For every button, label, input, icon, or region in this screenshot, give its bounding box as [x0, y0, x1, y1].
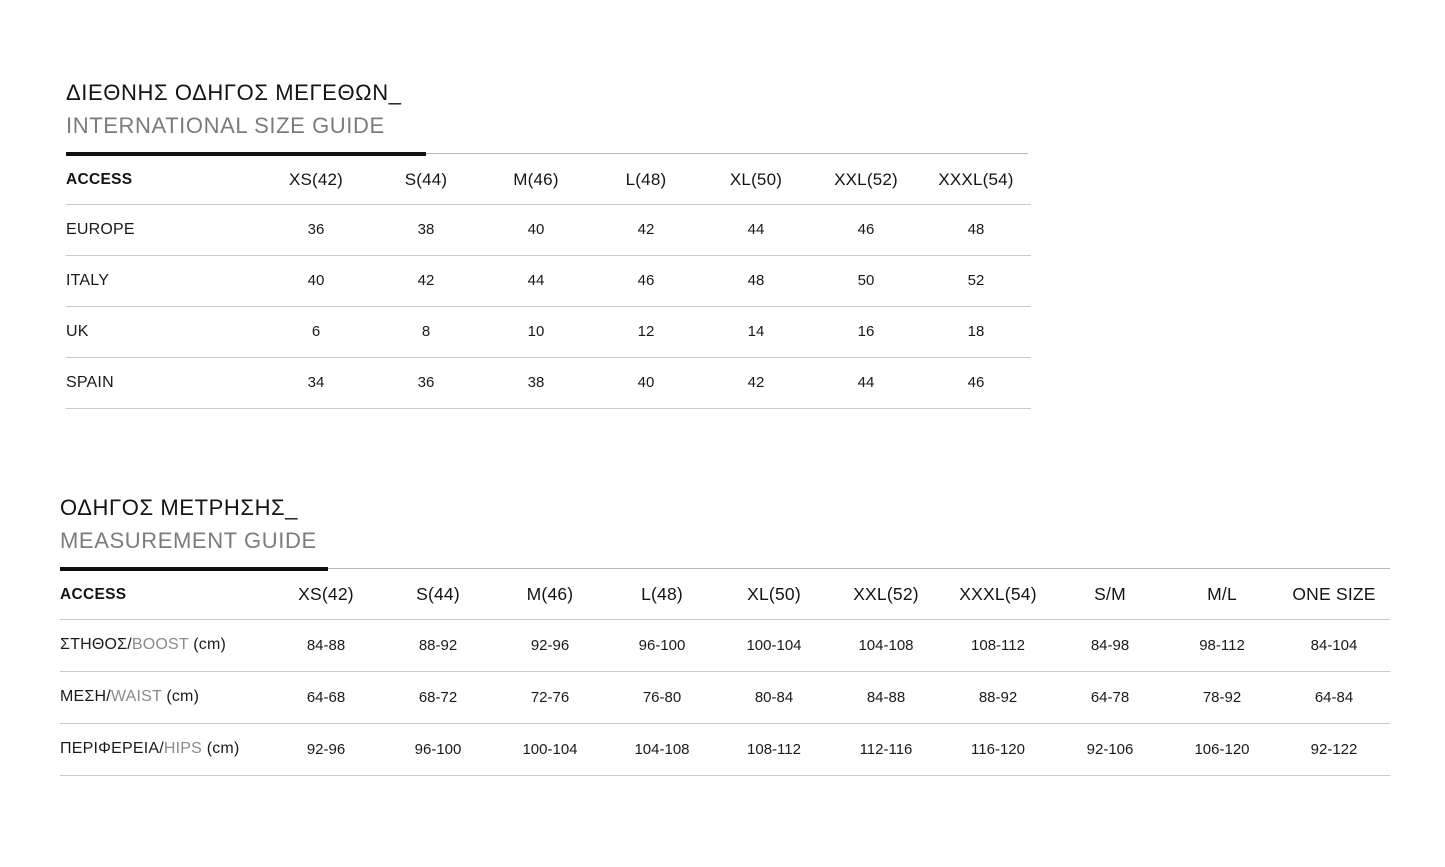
- cell-hips-xl: 108-112: [718, 723, 830, 775]
- column-header-xs: XS(42): [288, 169, 344, 189]
- cell-europe-s: 38: [371, 204, 481, 255]
- measurement-guide-section: [60, 495, 1390, 776]
- column-header-sm: S/M: [1094, 584, 1126, 605]
- measurement-table: [60, 571, 1390, 776]
- row-label-hips-english: HIPS: [163, 740, 203, 758]
- column-header-xxxl: XXXL(54): [938, 169, 1014, 189]
- column-header-ml: M/L: [1207, 584, 1237, 605]
- cell-bust-xl: 100-104: [718, 619, 830, 671]
- cell-hips-ml: 106-120: [1166, 723, 1278, 775]
- row-label-bust-unit: (cm): [188, 636, 227, 654]
- cell-hips-s: 96-100: [382, 723, 494, 775]
- cell-spain-xxl: 44: [811, 357, 921, 408]
- column-header-s: S(44): [416, 584, 460, 605]
- measurement-title-greek: ΟΔΗΓΟΣ ΜΕΤΡΗΣΗΣ_: [60, 495, 299, 520]
- row-label-hips: [60, 723, 270, 775]
- cell-italy-xl: 48: [701, 255, 811, 306]
- column-header-xxl: XXL(52): [834, 169, 898, 189]
- column-header-access: ACCESS: [60, 585, 127, 603]
- column-header-l: L(48): [625, 169, 667, 189]
- cell-europe-xs: 36: [261, 204, 371, 255]
- cell-waist-one-size: 64-84: [1278, 671, 1390, 723]
- international-size-table: [66, 156, 1031, 409]
- row-label-hips-greek: ΠΕΡΙΦΕΡΕΙΑ/: [60, 740, 164, 758]
- table-row: [66, 204, 1031, 255]
- cell-europe-xxxl: 48: [921, 204, 1031, 255]
- row-label-bust-greek: ΣΤΗΘΟΣ/: [60, 636, 132, 654]
- row-label-hips-unit: (cm): [202, 740, 240, 758]
- row-label-uk: UK: [66, 306, 261, 357]
- row-label-europe: EUROPE: [66, 204, 261, 255]
- table-row: [66, 255, 1031, 306]
- section-title-english: INTERNATIONAL SIZE GUIDE: [66, 113, 385, 139]
- cell-hips-one-size: 92-122: [1278, 723, 1390, 775]
- cell-europe-xl: 44: [701, 204, 811, 255]
- row-label-waist: [60, 671, 270, 723]
- cell-waist-ml: 78-92: [1166, 671, 1278, 723]
- measurement-title-english: MEASUREMENT GUIDE: [60, 528, 317, 554]
- cell-bust-xxl: 104-108: [830, 619, 942, 671]
- cell-spain-xxxl: 46: [921, 357, 1031, 408]
- cell-uk-l: 12: [591, 306, 701, 357]
- cell-hips-xxl: 112-116: [830, 723, 942, 775]
- cell-uk-s: 8: [371, 306, 481, 357]
- cell-waist-s: 68-72: [382, 671, 494, 723]
- cell-waist-xxxl: 88-92: [942, 671, 1054, 723]
- table-header-row: [66, 156, 1031, 205]
- cell-bust-one-size: 84-104: [1278, 619, 1390, 671]
- cell-waist-sm: 64-78: [1054, 671, 1166, 723]
- cell-europe-l: 42: [591, 204, 701, 255]
- column-header-s: S(44): [404, 169, 448, 189]
- international-size-guide-section: [66, 80, 1028, 409]
- row-label-bust-english: BOOST: [131, 636, 189, 654]
- table-row: [60, 671, 1390, 723]
- row-label-italy: ITALY: [66, 255, 261, 306]
- column-header-access: ACCESS: [66, 170, 133, 188]
- column-header-xs: XS(42): [298, 584, 354, 605]
- cell-spain-l: 40: [591, 357, 701, 408]
- cell-waist-l: 76-80: [606, 671, 718, 723]
- section-title-greek: ΔΙΕΘΝΗΣ ΟΔΗΓΟΣ ΜΕΓΕΘΩΝ_: [66, 80, 402, 105]
- table-row: [66, 357, 1031, 408]
- cell-uk-xl: 14: [701, 306, 811, 357]
- cell-waist-xs: 64-68: [270, 671, 382, 723]
- table-row: [66, 306, 1031, 357]
- cell-bust-m: 92-96: [494, 619, 606, 671]
- cell-italy-xs: 40: [261, 255, 371, 306]
- column-header-m: M(46): [526, 584, 574, 605]
- cell-uk-xxl: 16: [811, 306, 921, 357]
- row-label-waist-unit: (cm): [161, 688, 200, 706]
- row-label-spain: SPAIN: [66, 357, 261, 408]
- section-divider: [66, 152, 1028, 156]
- cell-bust-xs: 84-88: [270, 619, 382, 671]
- cell-bust-s: 88-92: [382, 619, 494, 671]
- column-header-xl: XL(50): [729, 169, 783, 189]
- cell-europe-m: 40: [481, 204, 591, 255]
- cell-waist-m: 72-76: [494, 671, 606, 723]
- cell-hips-xs: 92-96: [270, 723, 382, 775]
- table-row: [60, 723, 1390, 775]
- column-header-xxxl: XXXL(54): [959, 584, 1037, 605]
- cell-hips-l: 104-108: [606, 723, 718, 775]
- column-header-xl: XL(50): [747, 584, 801, 605]
- cell-italy-xxl: 50: [811, 255, 921, 306]
- cell-italy-s: 42: [371, 255, 481, 306]
- cell-europe-xxl: 46: [811, 204, 921, 255]
- cell-uk-m: 10: [481, 306, 591, 357]
- cell-hips-m: 100-104: [494, 723, 606, 775]
- column-header-m: M(46): [513, 169, 559, 189]
- column-header-xxl: XXL(52): [853, 584, 919, 605]
- cell-bust-l: 96-100: [606, 619, 718, 671]
- cell-uk-xs: 6: [261, 306, 371, 357]
- cell-italy-xxxl: 52: [921, 255, 1031, 306]
- cell-bust-sm: 84-98: [1054, 619, 1166, 671]
- cell-spain-xl: 42: [701, 357, 811, 408]
- cell-waist-xl: 80-84: [718, 671, 830, 723]
- column-header-one-size: ONE SIZE: [1292, 584, 1376, 605]
- cell-italy-m: 44: [481, 255, 591, 306]
- cell-hips-sm: 92-106: [1054, 723, 1166, 775]
- divider-accent-bar: [66, 152, 426, 156]
- cell-spain-xs: 34: [261, 357, 371, 408]
- cell-waist-xxl: 84-88: [830, 671, 942, 723]
- cell-hips-xxxl: 116-120: [942, 723, 1054, 775]
- cell-bust-xxxl: 108-112: [942, 619, 1054, 671]
- divider-accent-bar: [60, 567, 328, 571]
- column-header-l: L(48): [641, 584, 683, 605]
- cell-spain-m: 38: [481, 357, 591, 408]
- cell-uk-xxxl: 18: [921, 306, 1031, 357]
- row-label-waist-greek: ΜΕΣΗ/: [60, 688, 111, 706]
- measurement-section-divider: [60, 567, 1390, 571]
- cell-italy-l: 46: [591, 255, 701, 306]
- cell-bust-ml: 98-112: [1166, 619, 1278, 671]
- row-label-bust: [60, 619, 270, 671]
- row-label-waist-english: WAIST: [110, 688, 162, 706]
- cell-spain-s: 36: [371, 357, 481, 408]
- table-header-row: [60, 571, 1390, 620]
- table-row: [60, 619, 1390, 671]
